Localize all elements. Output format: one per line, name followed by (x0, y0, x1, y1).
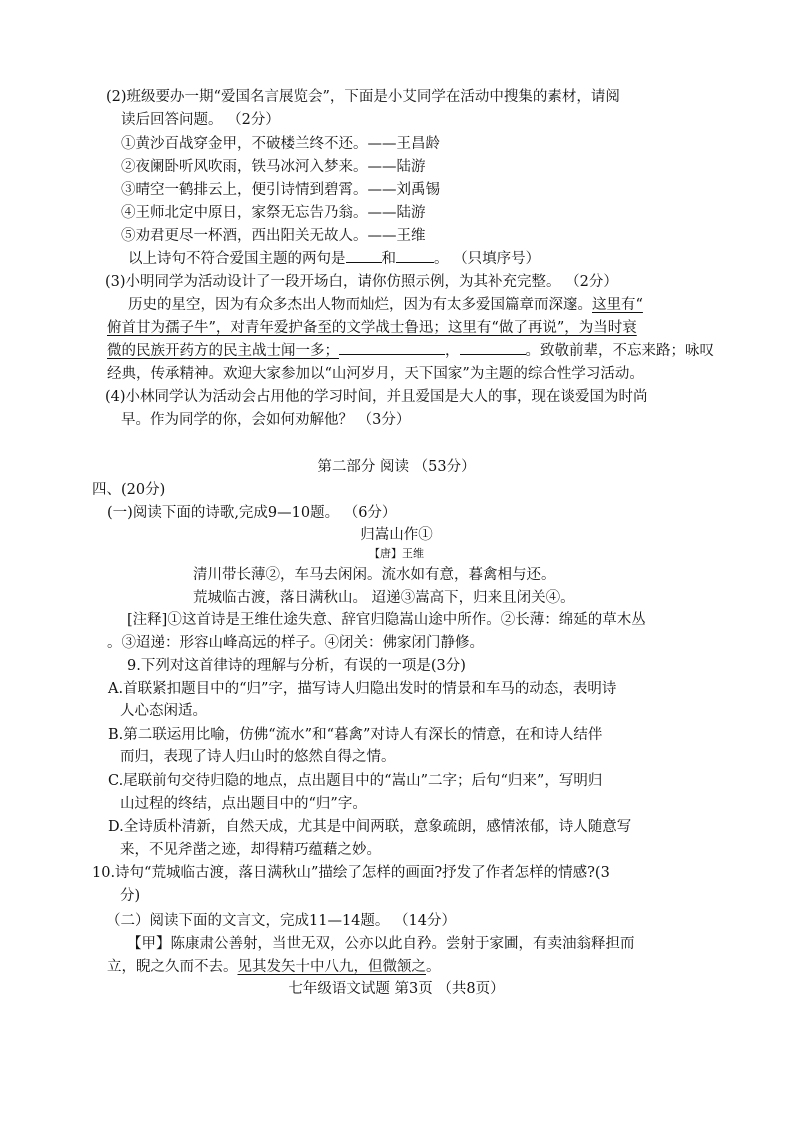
q9-option-d-line2: 来，不见斧凿之迹，却得精巧蕴藉之妙。 (120, 842, 381, 858)
q2-answer-suffix: 。 （只填序号） (434, 251, 541, 267)
part2-title: 第二部分 阅读 （53分） (317, 459, 476, 475)
poem-note-2: 。③迢递：形容山峰高远的样子。④闭关：佛家闭门静修。 (107, 635, 484, 651)
q2-item-4: ④王师北定中原日，家祭无忘告乃翁。——陆游 (121, 205, 426, 221)
poem-author: 【唐】王维 (369, 547, 424, 560)
q3-line2-underlined: 这里有“ (592, 297, 643, 313)
classical-line2-plain: 立，睨之久而不去。 (107, 959, 238, 975)
q3-line4-sep: ， (445, 343, 460, 359)
answer-blank-3[interactable] (339, 340, 445, 355)
q3-line2-plain: 历史的星空，因为有众多杰出人物而灿烂，因为有太多爱国篇章而深邃。 (128, 297, 592, 313)
section-four-heading: 四、(20分) (92, 482, 166, 498)
classical-line2-end: 。 (426, 959, 441, 975)
q9-option-d-line1: D.全诗质朴清新，自然天成，尤其是中间两联，意象疏朗，感情浓郁，诗人随意写 (108, 819, 632, 835)
q2-item-2: ②夜阑卧听风吹雨，铁马冰河入梦来。——陆游 (121, 159, 426, 175)
q9-option-a-line1: A.首联紧扣题目中的“归”字，描写诗人归隐出发时的情景和车马的动态，表明诗 (108, 681, 617, 697)
q9-stem: 9.下列对这首律诗的理解与分析，有误的一项是(3分) (127, 658, 466, 674)
q2-answer-prefix: 以上诗句不符合爱国主题的两句是 (128, 251, 346, 267)
q3-line4-rest: 。致敬前辈，不忘来路；咏叹 (525, 343, 714, 359)
poem-note-1: [注释]①这首诗是王维仕途失意、辞官归隐嵩山途中所作。②长薄：绵延的草木丛 (127, 612, 646, 628)
q3-line3 (107, 317, 637, 339)
q2-line1: (2)班级要办一期“爱国名言展览会”，下面是小艾同学在活动中搜集的素材，请阅 (106, 89, 620, 105)
q9-option-b-line2: 而归，表现了诗人归山时的悠然自得之情。 (120, 749, 396, 765)
q2-item-3: ③晴空一鹤排云上，便引诗情到碧霄。——刘禹锡 (121, 182, 440, 198)
classical-intro: （二）阅读下面的文言文，完成11—14题。 （14分） (106, 913, 456, 929)
q2-answer-line (128, 248, 540, 270)
q9-option-c-line1: C.尾联前句交待归隐的地点，点出题目中的“嵩山”二字；后句“归来”，写明归 (108, 773, 603, 789)
classical-line-2 (107, 956, 441, 978)
q2-answer-mid: 和 (381, 251, 396, 267)
answer-blank-4[interactable] (460, 340, 526, 355)
classical-line2-underlined: 见其发矢十中八九，但微颔之 (237, 959, 426, 975)
q9-option-c-line2: 山过程的终结，点出题目中的“归”字。 (120, 796, 367, 812)
q3-line3-underlined: 俯首甘为孺子牛”，对青年爱护备至的文学战士鲁迅；这里有“做了再说”，为当时衰 (107, 320, 637, 336)
q2-item-1: ①黄沙百战穿金甲，不破楼兰终不还。——王昌龄 (121, 136, 440, 152)
q9-option-b-line1: B.第二联运用比喻，仿佛“流水”和“暮禽”对诗人有深长的情意，在和诗人结伴 (108, 727, 603, 743)
answer-blank-2[interactable] (396, 248, 434, 263)
poem-intro: (一)阅读下面的诗歌,完成9—10题。 （6分） (107, 505, 397, 521)
classical-line-1: 【甲】陈康肃公善射，当世无双，公亦以此自矜。尝射于家圃，有卖油翁释担而 (127, 936, 635, 952)
q3-line1: (3)小明同学为活动设计了一段开场白，请你仿照示例，为其补充完整。 （2分） (105, 274, 618, 290)
poem-title: 归嵩山作① (360, 527, 433, 543)
poem-line-2: 荒城临古渡，落日满秋山。 迢递③嵩高下，归来且闭关④。 (193, 590, 575, 606)
page-footer: 七年级语文试题 第3页 （共8页） (288, 981, 505, 997)
q2-item-5: ⑤劝君更尽一杯酒，西出阳关无故人。——王维 (121, 228, 426, 244)
q3-line4-underlined: 微的民族开药方的民主战士闻一多； (107, 343, 339, 359)
q3-line4 (107, 340, 714, 362)
q2-line2: 读后回答问题。 （2分） (121, 112, 280, 128)
q4-line2: 早。作为同学的你，会如何劝解他？ （3分） (121, 412, 411, 428)
q4-line1: (4)小林同学认为活动会占用他的学习时间，并且爱国是大人的事，现在谈爱国为时尚 (105, 389, 648, 405)
poem-line-1: 清川带长薄②，车马去闲闲。流水如有意，暮禽相与还。 (193, 567, 556, 583)
q9-option-a-line2: 人心态闲适。 (120, 703, 207, 719)
q3-line5: 经典，传承精神。欢迎大家参加以“山河岁月，天下国家”为主题的综合性学习活动。 (107, 366, 644, 382)
q10-line2: 分) (120, 888, 141, 904)
answer-blank-1[interactable] (346, 248, 382, 263)
q10-line1: 10.诗句“荒城临古渡，落日满秋山”描绘了怎样的画面?抒发了作者怎样的情感?(3 (92, 865, 610, 881)
q3-line2 (128, 294, 643, 316)
